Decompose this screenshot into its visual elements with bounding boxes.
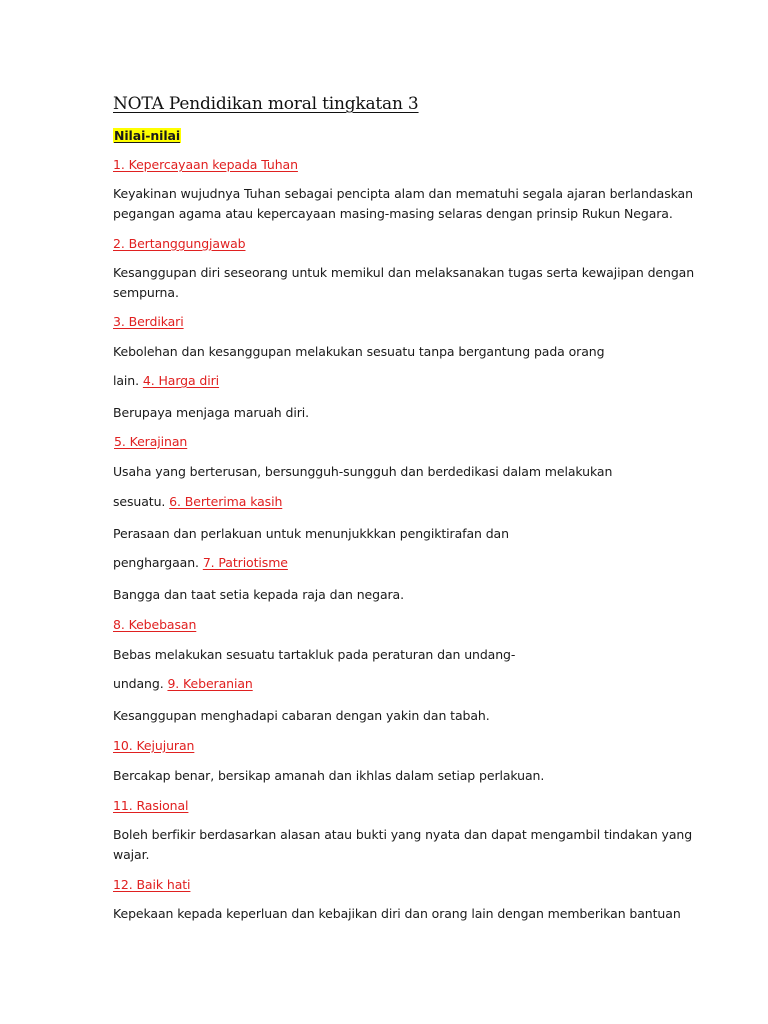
section-heading-text: Nilai-nilai <box>114 128 181 143</box>
value-heading-1: 1. Kepercayaan kepada Tuhan <box>113 157 298 172</box>
value-heading-9: 9. Keberanian <box>167 676 253 691</box>
value-heading-12: 12. Baik hati <box>113 877 191 892</box>
value-desc-1-line-1: Keyakinan wujudnya Tuhan sebagai pencipta alam dan mematuhi segala ajaran berlandaskan <box>113 186 693 201</box>
value-desc-3-line-2: lain. <box>113 373 140 388</box>
value-heading-7: 7. Patriotisme <box>202 555 288 570</box>
value-desc-12-line-1: Kepekaan kepada keperluan dan kebajikan diri dan orang lain dengan memberikan bantuan <box>113 906 681 921</box>
value-heading-10: 10. Kejujuran <box>113 738 195 753</box>
value-heading-5: 5. Kerajinan <box>114 434 188 449</box>
value-desc-7: Bangga dan taat setia kepada raja dan negara. <box>113 587 404 602</box>
value-desc-1-line-2: pegangan agama atau kepercayaan masing-masing selaras dengan prinsip Rukun Negara. <box>113 206 673 221</box>
value-heading-3: 3. Berdikari <box>113 314 184 329</box>
value-line-3-4 <box>113 371 219 391</box>
value-heading-6: 6. Berterima kasih <box>169 494 283 509</box>
value-line-8-9 <box>113 674 253 694</box>
section-heading <box>113 126 181 146</box>
value-line-5-6 <box>113 492 282 512</box>
value-desc-8-line-1: Bebas melakukan sesuatu tartakluk pada peraturan dan undang- <box>113 647 516 662</box>
value-desc-5-line-1: Usaha yang berterusan, bersungguh-sungguh dan berdedikasi dalam melakukan <box>113 464 613 479</box>
value-desc-11-line-2: wajar. <box>113 847 150 862</box>
value-desc-5-line-2: sesuatu. <box>113 494 166 509</box>
value-desc-10: Bercakap benar, bersikap amanah dan ikhlas dalam setiap perlakuan. <box>113 768 545 783</box>
value-desc-6-line-2: penghargaan. <box>113 555 199 570</box>
value-heading-2: 2. Bertanggungjawab <box>113 236 246 251</box>
value-heading-4: 4. Harga diri <box>142 373 220 388</box>
value-desc-2-line-2: sempurna. <box>113 285 179 300</box>
value-desc-3-line-1: Kebolehan dan kesanggupan melakukan sesuatu tanpa bergantung pada orang <box>113 344 605 359</box>
document-title: NOTA Pendidikan moral tingkatan 3 <box>113 94 419 114</box>
value-desc-2-line-1: Kesanggupan diri seseorang untuk memikul dan melaksanakan tugas serta kewajipan dengan <box>113 265 695 280</box>
value-heading-8: 8. Kebebasan <box>113 617 197 632</box>
value-desc-9: Kesanggupan menghadapi cabaran dengan yakin dan tabah. <box>113 708 490 723</box>
value-heading-11: 11. Rasional <box>113 798 189 813</box>
value-desc-6-line-1: Perasaan dan perlakuan untuk menunjukkkan pengiktirafan dan <box>113 526 509 541</box>
value-desc-8-line-2: undang. <box>113 676 164 691</box>
value-desc-11-line-1: Boleh berfikir berdasarkan alasan atau bukti yang nyata dan dapat mengambil tindakan yang <box>113 827 693 842</box>
value-line-6-7 <box>113 553 288 573</box>
value-desc-4: Berupaya menjaga maruah diri. <box>113 405 309 420</box>
